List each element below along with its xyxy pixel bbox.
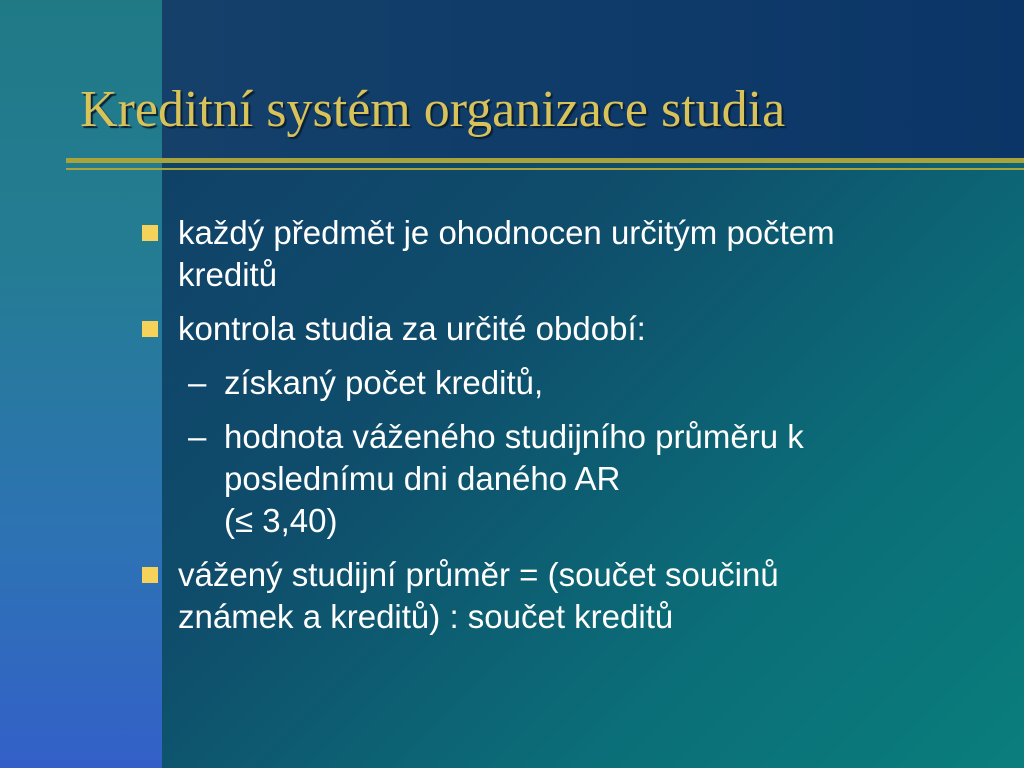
bullet-text-line: každý předmět je ohodnocen určitým počtem (178, 214, 835, 251)
bullet-text-line: kreditů (178, 256, 278, 293)
sub-bullet-text-line: hodnota váženého studijního průměru k (224, 418, 804, 455)
bullet-item (140, 308, 1000, 350)
square-bullet-icon (142, 567, 158, 583)
square-bullet-icon (142, 321, 158, 337)
sub-bullet-text-line: získaný počet kreditů, (224, 364, 544, 401)
bullet-text-line: známek a kreditů) : součet kreditů (178, 598, 674, 635)
sub-bullet-text-line: poslednímu dni daného AR (224, 460, 621, 497)
slide-title: Kreditní systém organizace studia (80, 81, 786, 138)
sub-bullet-text-line: (≤ 3,40) (224, 502, 338, 539)
title-rule-thick (66, 158, 1024, 163)
square-bullet-icon (142, 225, 158, 241)
sub-bullet-item (140, 362, 1000, 404)
bullet-text-line: kontrola studia za určité období: (178, 310, 646, 347)
slide-content (140, 212, 1000, 650)
dash-marker: – (188, 364, 207, 401)
title-rule-thin (66, 168, 1024, 170)
dash-marker: – (188, 418, 207, 455)
bullet-text-line: vážený studijní průměr = (součet součinů (178, 556, 779, 593)
bullet-item (140, 554, 1000, 638)
sub-bullet-item (140, 416, 1000, 542)
bullet-item (140, 212, 1000, 296)
